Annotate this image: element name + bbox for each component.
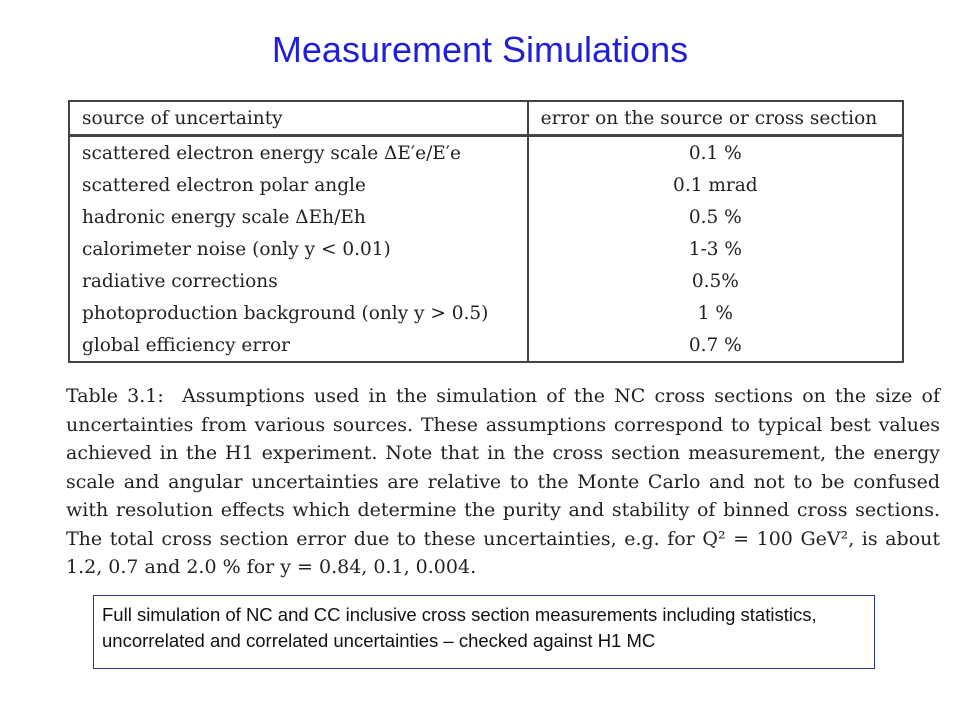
slide-title: Measurement Simulations bbox=[271, 29, 689, 70]
row-source: hadronic energy scale ΔEh/Eh bbox=[69, 201, 528, 233]
uncertainty-table-container bbox=[68, 100, 904, 363]
header-error: error on the source or cross section bbox=[528, 101, 903, 136]
row-error: 1 % bbox=[528, 297, 903, 329]
row-source: photoproduction background (only y > 0.5) bbox=[69, 297, 528, 329]
row-source: global efficiency error bbox=[69, 329, 528, 362]
row-source: radiative corrections bbox=[69, 265, 528, 297]
row-error: 0.5 % bbox=[528, 201, 903, 233]
row-source: scattered electron polar angle bbox=[69, 169, 528, 201]
summary-note-box bbox=[93, 595, 875, 669]
caption-text: Assumptions used in the simulation of the NC cross sections on the size of uncertainties from various sources. These assumptions correspond to typical best values achieved in the H1 experiment. Note that in the cross section measurement, the energy scale and angular uncertainties are relative to the Monte Carlo and not to be confused with resolution effects which determine the purity and stability of binned cross sections. The total cross section error due to these uncertainties, e.g. for Q² = 100 GeV², is about 1.2, 0.7 and 2.0 % for y = 0.84, 0.1, 0.004. bbox=[66, 385, 940, 578]
row-error: 0.5% bbox=[528, 265, 903, 297]
row-error: 0.1 mrad bbox=[528, 169, 903, 201]
header-source: source of uncertainty bbox=[69, 101, 528, 136]
table-header-row bbox=[69, 101, 903, 136]
table-row bbox=[69, 265, 903, 297]
table-row bbox=[69, 297, 903, 329]
caption-label: Table 3.1: bbox=[66, 385, 164, 407]
uncertainty-table bbox=[68, 100, 904, 363]
row-error: 0.7 % bbox=[528, 329, 903, 362]
summary-note-text: Full simulation of NC and CC inclusive cross section measurements including statistics, uncorrelated and correlated uncertainties – checked against H1 MC bbox=[102, 604, 817, 651]
row-error: 1-3 % bbox=[528, 233, 903, 265]
table-row bbox=[69, 201, 903, 233]
row-error: 0.1 % bbox=[528, 136, 903, 170]
row-source: scattered electron energy scale ΔE′e/E′e bbox=[69, 136, 528, 170]
table-row bbox=[69, 136, 903, 170]
table-row bbox=[69, 329, 903, 362]
table-caption bbox=[66, 382, 940, 582]
table-row bbox=[69, 169, 903, 201]
table-row bbox=[69, 233, 903, 265]
row-source: calorimeter noise (only y < 0.01) bbox=[69, 233, 528, 265]
